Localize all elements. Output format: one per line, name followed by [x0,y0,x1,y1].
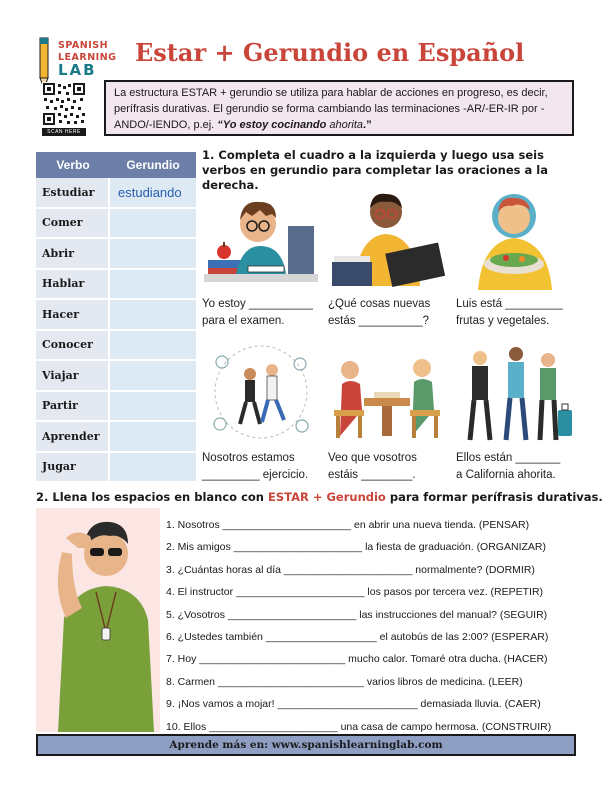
section2-text: 2. Llena los espacios en blanco con [36,490,268,504]
caption-6 [456,450,560,484]
caption-line: estáis ________. [328,469,416,481]
gerund-cell[interactable] [110,300,196,329]
verb-table [36,152,196,483]
caption-5 [328,450,417,484]
exercise-sentence: 1. Nosotros ______________________ en abrir una nueva tienda. (PENSAR) [166,519,530,531]
section2-text-end: para formar perífrasis durativas. [385,490,603,504]
table-row [36,453,196,484]
gerund-cell[interactable] [110,239,196,268]
table-row [36,300,196,331]
people-exercising-illustration [202,340,320,446]
logo-line2: LEARNING [58,52,117,63]
caption-line: a California ahorita. [456,469,556,481]
gerund-cell[interactable] [110,209,196,238]
header-gerund: Gerundio [126,158,180,172]
gerund-cell[interactable] [110,331,196,360]
caption-1 [202,296,313,330]
logo-line3: LAB [58,61,97,79]
boy-reading-illustration [328,186,446,294]
table-row [36,422,196,453]
verb-cell: Viajar [36,361,110,390]
verb-cell: Hablar [36,270,110,299]
gerund-cell[interactable] [110,361,196,390]
table-row [36,361,196,392]
caption-line: estás __________? [328,315,430,327]
section2-instructions [36,490,603,504]
logo-line1: SPANISH [58,40,109,51]
table-row [36,270,196,301]
verb-cell: Partir [36,392,110,421]
exercise-sentences [166,514,586,738]
footer-banner[interactable]: Aprende más en: www.spanishlearninglab.com [36,734,576,756]
gerund-cell[interactable]: estudiando [110,178,196,207]
caption-line: para el examen. [202,315,285,327]
man-with-sunglasses-illustration [36,508,160,732]
verb-cell: Conocer [36,331,110,360]
gerund-cell[interactable] [110,270,196,299]
verb-cell: Estudiar [36,178,110,207]
caption-line: Luis está _________ [456,298,563,310]
man-eating-salad-illustration [456,186,574,294]
caption-4 [202,450,308,484]
intro-example-end: ahorita [326,119,364,131]
verb-cell: Aprender [36,422,110,451]
people-traveling-illustration [456,340,574,446]
intro-text: La estructura ESTAR + gerundio se utiliza para hablar de acciones en progreso, es decir, perífrasis durativas. El gerundio se forma cambiando las terminaciones -AR/-ER-IR por -ANDO/-IENDO, p.ej. [114,87,548,131]
exercise-sentence: 5. ¿Vosotros ______________________ las instrucciones del manual? (SEGUIR) [166,608,548,621]
exercise-sentence: 8. Carmen _________________________ varios libros de medicina. (LEER) [166,675,523,688]
caption-line: Veo que vosotros [328,452,417,464]
table-row [36,209,196,240]
section1-instructions: 1. Completa el cuadro a la izquierda y luego usa seis verbos en gerundio para completar las oraciones a la derecha. [202,148,548,192]
exercise-sentence: 9. ¡Nos vamos a mojar! ________________________ demasiada lluvia. (CAER) [166,698,541,711]
caption-line: frutas y vegetales. [456,315,550,327]
student-studying-illustration [202,186,320,294]
table-row [36,178,196,209]
exercise-sentence: 2. Mis amigos ______________________ la fiesta de graduación. (ORGANIZAR) [166,541,546,554]
table-row [36,392,196,423]
page-title: Estar + Gerundio en Español [135,38,525,67]
section2-highlight: ESTAR + Gerundio [267,490,386,504]
exercise-sentence: 3. ¿Cuántas horas al día ______________________ normalmente? (DORMIR) [166,563,535,576]
verb-cell: Abrir [36,239,110,268]
caption-line: Nosotros estamos [202,452,295,464]
gerund-cell[interactable] [110,453,196,482]
exercise-sentence: 6. ¿Ustedes también ___________________ el autobús de las 2:00? (ESPERAR) [166,630,549,643]
caption-line: _________ ejercicio. [202,469,309,481]
caption-3 [456,296,563,330]
intro-example-start: “Yo [217,119,240,131]
caption-line: Ellos están _______ [456,452,561,464]
intro-box [104,80,574,136]
exercise-sentence: 4. El instructor ______________________ los pasos por tercera vez. (REPETIR) [166,586,544,599]
qr-scan-label: SCAN HERE [42,128,86,136]
exercise-sentence: 7. Hoy _________________________ mucho calor. Tomaré otra ducha. (HACER) [166,653,548,666]
gerund-cell[interactable] [110,392,196,421]
verb-cell: Jugar [36,453,110,482]
table-row [36,331,196,362]
intro-example-close: .” [363,119,372,131]
exercise-sentence: 10. Ellos ______________________ una casa de campo hermosa. (CONSTRUIR) [166,720,552,733]
table-row [36,239,196,270]
verb-cell: Hacer [36,300,110,329]
caption-line: Yo estoy __________ [202,298,313,310]
caption-line: ¿Qué cosas nuevas [328,298,431,310]
brand-logo [58,40,117,79]
people-playing-chess-illustration [328,340,446,446]
verb-cell: Comer [36,209,110,238]
gerund-cell[interactable] [110,422,196,451]
header-verb: Verbo [56,158,90,172]
caption-2 [328,296,430,330]
intro-example-bold: estoy cocinando [239,119,327,131]
verb-table-header [36,152,196,178]
qr-code-icon[interactable] [42,82,86,126]
